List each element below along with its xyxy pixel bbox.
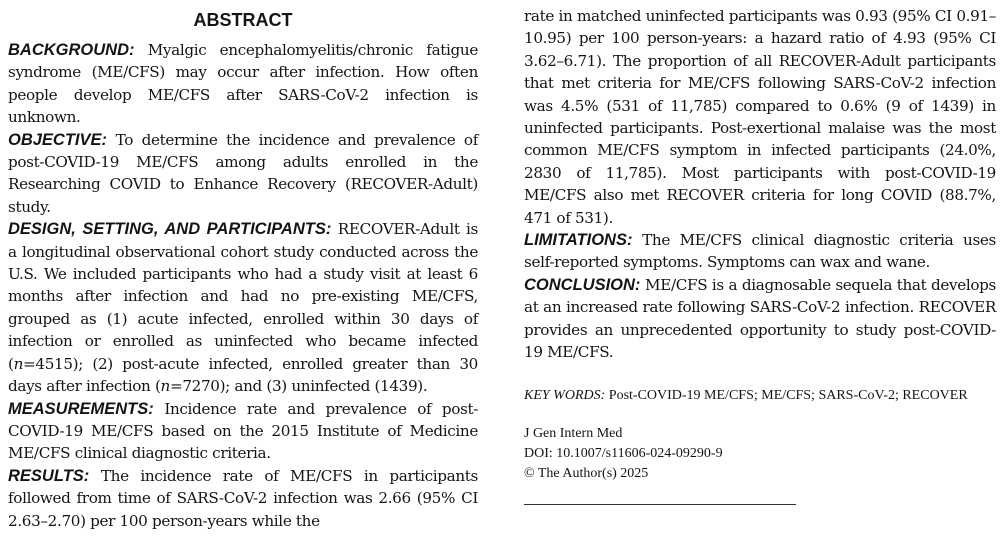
objective-text: To determine the incidence and prevalence of post-COVID-19 ME/CFS among adults enrolled in the Researching COVID to Enhance Recovery (RECOVER-Adult) study. (8, 130, 478, 216)
measurements-paragraph (8, 398, 478, 465)
conclusion-paragraph (524, 274, 996, 364)
limitations-label: LIMITATIONS: (524, 231, 633, 250)
objective-label: OBJECTIVE: (8, 130, 108, 149)
doi-link[interactable]: DOI: 10.1007/s11606-024-09290-9 (524, 445, 723, 461)
measurements-label: MEASUREMENTS: (8, 399, 154, 418)
objective-paragraph (8, 129, 478, 219)
design-text-3: =7270); and (3) uninfected (1439). (169, 377, 428, 396)
background-paragraph (8, 39, 478, 129)
measurements-text: Incidence rate and prevalence of post-COVID-19 ME/CFS based on the 2015 Institute of Medicine ME/CFS clinical diagnostic criteria. (8, 399, 478, 463)
abstract-heading: ABSTRACT (193, 10, 293, 30)
background-label: BACKGROUND: (8, 41, 135, 59)
design-n-symbol-2: n (160, 377, 170, 396)
conclusion-label: CONCLUSION: (524, 275, 641, 294)
limitations-paragraph (524, 229, 996, 274)
results-label: RESULTS: (8, 466, 90, 485)
design-text: RECOVER-Adult is a longitudinal observational cohort study conducted across the U.S. We included participants who had a study visit at least 6 months after infection and had no pre-existing ME/CFS, grouped as (1) acute infected, enrolled within 30 days of infection or enrolled as uninfected who became infected ( (8, 220, 478, 373)
background-text: Myalgic encephalomyelitis/chronic fatigue syndrome (ME/CFS) may occur after infection. How often people develop ME/CFS after SARS-CoV-2 infection is unknown. (8, 41, 478, 127)
results-text: The incidence rate of ME/CFS in participants followed from time of SARS-CoV-2 infection was 2.66 (95% CI 2.63–2.70) per 100 person-years while the (8, 466, 478, 530)
limitations-text: The ME/CFS clinical diagnostic criteria uses self-reported symptoms. Symptoms can wax and wane. (524, 231, 996, 272)
left-column (8, 0, 478, 532)
results-continued-paragraph: rate in matched uninfected participants was 0.93 (95% CI 0.91–10.95) per 100 person-years: a hazard ratio of 4.93 (95% CI 3.62–6.71). The proportion of all RECOVER-Adult participants that met criteria for ME/CFS following SARS-CoV-2 infection was 4.5% (531 of 11,785) compared to 0.6% (9 of 1439) in uninfected participants. Post-exertional malaise was the most common ME/CFS symptom in infected participants (24.0%, 2830 of 11,785). Most participants with post-COVID-19 ME/CFS also met RECOVER criteria for long COVID (88.7%, 471 of 531). (524, 7, 996, 227)
right-column (524, 0, 996, 505)
copyright-notice: © The Author(s) 2025 (524, 465, 649, 481)
citation-block (524, 424, 996, 484)
keywords-label: KEY WORDS: (524, 387, 606, 403)
design-label: DESIGN, SETTING, AND PARTICIPANTS: (8, 220, 332, 239)
conclusion-text: ME/CFS is a diagnosable sequela that develops at an increased rate following SARS-CoV-2 infection. RECOVER provides an unprecedented opportunity to study post-COVID-19 ME/CFS. (524, 275, 996, 362)
keywords-text: Post-COVID-19 ME/CFS; ME/CFS; SARS-CoV-2; RECOVER (605, 387, 968, 403)
design-text-2: =4515); (2) post-acute infected, enrolled greater than 30 days after infection ( (8, 354, 478, 396)
footer-rule (524, 504, 796, 505)
design-paragraph (8, 218, 478, 397)
keywords (524, 386, 996, 406)
results-paragraph (8, 465, 478, 532)
journal-name: J Gen Intern Med (524, 425, 623, 441)
design-n-symbol: n (13, 354, 24, 373)
